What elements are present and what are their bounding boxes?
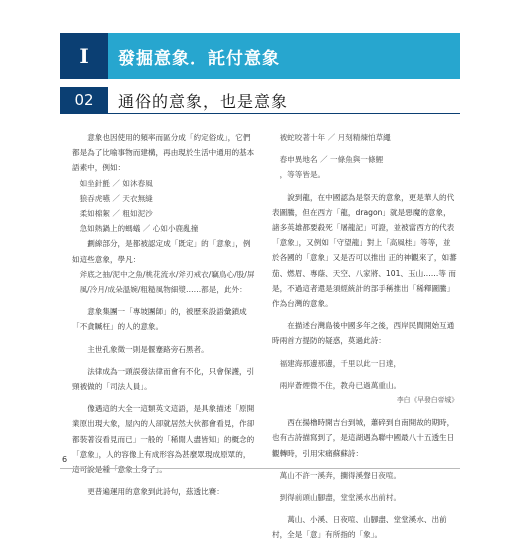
page-number: 6 bbox=[62, 455, 68, 464]
section-title: 通俗的意象，也是意象 bbox=[118, 91, 289, 111]
body-paragraph: 更普遍運用的意象到此詩句，茲透比賽： bbox=[87, 487, 224, 497]
quoted-line: 斧底之抽/泥中之魚/桃花流水/斧刃戒衣/竊鳥心/股/屏風/冷月/成朵溫婉/粗糙風物細漿……都是，此外： bbox=[79, 269, 255, 295]
part-title: 發掘意象．託付意象 bbox=[118, 48, 280, 69]
paragraph-spacer bbox=[272, 505, 458, 512]
body-paragraph: 在描述台灣島後中國多年之後，西岸民間開始互通時兩首方提防的疑惑，莫過此詩： bbox=[272, 321, 455, 346]
paragraph-spacer bbox=[272, 483, 458, 490]
paragraph-spacer bbox=[72, 477, 258, 484]
body-paragraph: 意象集團一「專坡團師」的，被歷來設語彙鎖成「不貪贓枉」的人的意象。 bbox=[72, 307, 247, 332]
paragraph-spacer bbox=[72, 357, 258, 364]
body-paragraph: 萬山、小溪、日夜喧、山腳盡、堂堂溪水、出前村，全是「意」有所指的「象」。 bbox=[272, 515, 447, 540]
quoted-line: 福建海那邊那邊，千里以此一日達， bbox=[279, 358, 402, 368]
body-paragraph: 主世孔象徵一則是偃蹇路旁石黑者。 bbox=[87, 344, 209, 354]
paragraph-spacer bbox=[72, 335, 258, 342]
part-number-badge: I bbox=[60, 33, 108, 79]
paragraph-spacer bbox=[272, 183, 458, 190]
quoted-line: 柔如棉絮 ／ 粗如泥沙 bbox=[79, 209, 153, 219]
paragraph-spacer bbox=[272, 408, 458, 415]
paragraph-spacer bbox=[272, 461, 458, 468]
citation: 李白《早發白帝城》 bbox=[396, 396, 458, 405]
quoted-line: ，等等皆是。 bbox=[279, 170, 326, 180]
body-paragraph: 法律成為一頭誤發法律而會有不化，只會保護，引頸被做的「司法人員」。 bbox=[72, 366, 255, 392]
section-divider bbox=[60, 113, 460, 114]
paragraph-spacer bbox=[72, 394, 258, 401]
left-text-column bbox=[72, 130, 258, 499]
quoted-line: 急如熱鍋上的螞蟻 ／ 心如小鹿亂撞 bbox=[79, 224, 199, 234]
body-paragraph: 像遇這的大全一這類英文這語，是具象描述「原開業原出現大象，屋內的人卻就居然大伙都會看見，作卻都裝著沒看見而已」一般的「稀閒人盡皆知」的概念的「意象」，人的容像上有成形容為甚麼眾現成原眾的，這可說是種「意象上身了」。 bbox=[72, 404, 255, 475]
quoted-line: 春申異地名 ／ 一條魚與一條鯉 bbox=[279, 155, 384, 165]
footer-divider bbox=[60, 468, 460, 469]
quoted-line: 到得前頭山腳盡，堂堂溪水出前村。 bbox=[279, 493, 402, 503]
body-paragraph: 意象也因使用的頻率而區分成「約定俗成」，它們都是為了比喻事物而建構，再由現於生活中通用的基本語素中，例如： bbox=[72, 133, 255, 173]
quoted-line: 萬山不許一溪奔，攔得溪聲日夜喧。 bbox=[279, 470, 402, 480]
quoted-line: 如坐針氈 ／ 如沐春風 bbox=[79, 178, 153, 188]
right-text-column bbox=[272, 130, 458, 543]
paragraph-spacer bbox=[72, 297, 258, 304]
paragraph-spacer bbox=[272, 349, 458, 356]
body-paragraph: 西在揚櫓時開吉台到城，蕭碎到自南開故的期時，也有古詩描寫到了，是這湖遇為聯中國最八十五透生日觀轉時，引用宋痛蘇蘇詩： bbox=[272, 418, 455, 458]
section-number-badge: 02 bbox=[60, 87, 108, 113]
paragraph-spacer bbox=[272, 371, 458, 378]
paragraph-spacer bbox=[272, 311, 458, 318]
quoted-line: 兩岸蒼煙微不住，教舟已過萬重山。 bbox=[279, 380, 402, 390]
paragraph-spacer bbox=[272, 145, 458, 152]
body-paragraph: 說到龍，在中國認為是祭天的意象，更是華人的代表圖騰，但在西方「龍，dragon」就是惡魔的意象，諸多英雄都要殺死「屠龍記」可證，並被當西方的代表「意象」，又例如「守望龍」對上「高風桂」等等，並於各國的「意象」又是否可以推出 正的神觀來了，如蕃茄、燃眉、專蔭、天空、八家將、101、玉山……等 而是，不過這者還是須經統計的部手稱推出「稀釋圖騰」作為台灣的意象。 bbox=[272, 192, 457, 309]
quoted-line: 被蛇咬著十年 ／ 月刻精煉怕草繩 bbox=[279, 133, 391, 142]
body-paragraph: 劃線部分，是都被認定成「既定」的「意象」，例如這些意象，學凡： bbox=[72, 239, 251, 264]
quoted-line: 狼吞虎嚥 ／ 天衣無縫 bbox=[79, 193, 153, 203]
